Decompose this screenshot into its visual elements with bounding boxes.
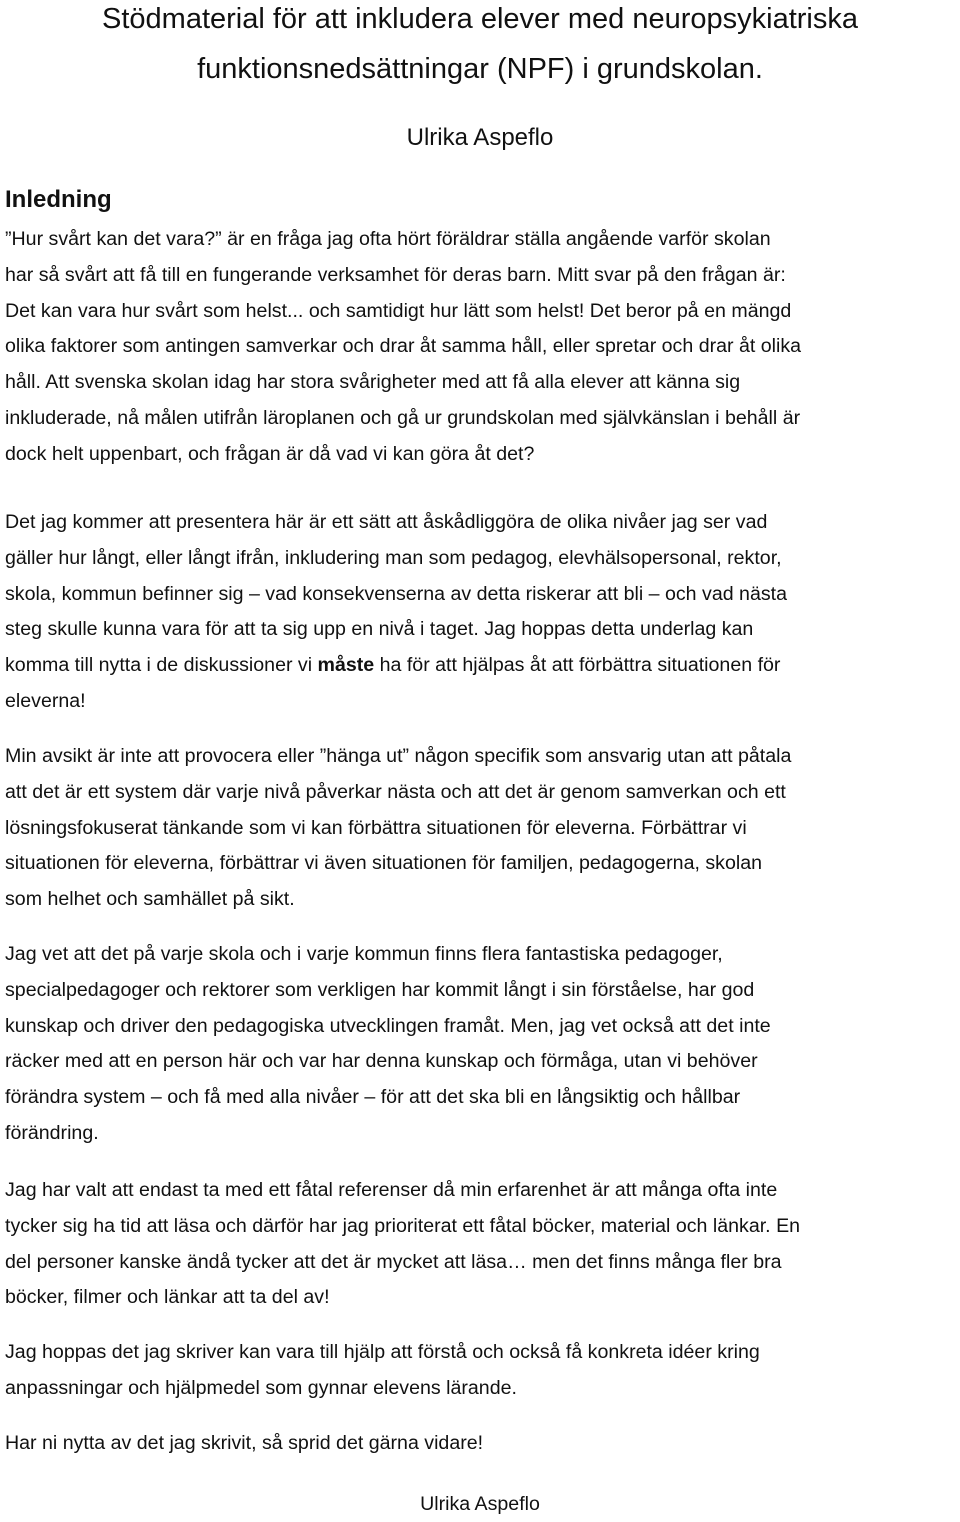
paragraph-line: räcker med att en person här och var har denna kunskap och förmåga, utan vi behöver (5, 1050, 758, 1073)
paragraph-hope (5, 1335, 955, 1407)
intro-line: dock helt uppenbart, och frågan är då vad vi kan göra åt det? (5, 442, 535, 465)
paragraph-line: anpassningar och hjälpmedel som gynnar elevens lärande. (5, 1376, 517, 1399)
document-title-line-2: funktionsnedsättningar (NPF) i grundskolan. (197, 53, 763, 85)
paragraph-presentation (5, 505, 955, 720)
paragraph-line: eleverna! (5, 689, 86, 712)
intro-line: ”Hur svårt kan det vara?” är en fråga jag ofta hört föräldrar ställa angående varför skolan (5, 228, 771, 250)
paragraph-references (5, 1173, 955, 1316)
paragraph-line (5, 648, 955, 684)
document-title-line-1: Stödmaterial för att inkludera elever med neuropsykiatriska (102, 3, 858, 35)
section-heading: Inledning (5, 186, 112, 213)
text-run: komma till nytta i de diskussioner vi (5, 654, 318, 677)
paragraph-pedagogues (5, 937, 955, 1152)
paragraph-line: situationen för eleverna, förbättrar vi även situationen för familjen, pedagogerna, skolan (5, 852, 762, 875)
paragraph-line: Det jag kommer att presentera här är ett sätt att åskådliggöra de olika nivåer jag ser vad (5, 511, 768, 533)
paragraph-line: steg skulle kunna vara för att ta sig upp en nivå i taget. Jag hoppas detta underlag kan (5, 618, 754, 641)
paragraph-line: specialpedagoger och rektorer som verkligen har kommit långt i sin förståelse, har god (5, 978, 755, 1001)
paragraph-line: Jag har valt att endast ta med ett fåtal referenser då min erfarenhet är att många ofta inte (5, 1179, 778, 1201)
paragraph-line: del personer kanske ändå tycker att det är mycket att läsa… men det finns många fler bra (5, 1250, 782, 1273)
author-name-top: Ulrika Aspeflo (406, 124, 554, 151)
intro-line: olika faktorer som antingen samverkar och drar åt samma håll, eller spretar och drar åt olika (5, 335, 802, 358)
paragraph-line: skola, kommun befinner sig – vad konsekvenserna av detta riskerar att bli – och vad nästa (5, 582, 787, 605)
paragraph-line: Jag vet att det på varje skola och i varje kommun finns flera fantastiska pedagoger, (5, 943, 723, 965)
paragraph-line: att det är ett system där varje nivå påverkar nästa och att det är genom samverkan och ett (5, 780, 786, 803)
intro-line: inkluderade, nå målen utifrån läroplanen och gå ur grundskolan med självkänslan i behåll är (5, 406, 801, 429)
paragraph-line: som helhet och samhället på sikt. (5, 888, 295, 911)
paragraph-line: Min avsikt är inte att provocera eller ”hänga ut” någon specifik som ansvarig utan att påtala (5, 745, 792, 767)
paragraph-line: tycker sig ha tid att läsa och därför har jag prioriterat ett fåtal böcker, material och länkar. En (5, 1214, 801, 1237)
paragraph-line: lösningsfokuserat tänkande som vi kan förbättra situationen för eleverna. Förbättrar vi (5, 816, 747, 839)
intro-line: har så svårt att få till en fungerande verksamhet för deras barn. Mitt svar på den frågan är: (5, 263, 786, 286)
paragraph-line: kunskap och driver den pedagogiska utvecklingen framåt. Men, jag vet också att det inte (5, 1014, 771, 1037)
paragraph-intent (5, 739, 955, 918)
intro-line: håll. Att svenska skolan idag har stora svårigheter med att få alla elever att känna sig (5, 371, 741, 394)
paragraph-line: förändra system – och få med alla nivåer – för att det ska bli en långsiktig och hållbar (5, 1086, 741, 1109)
paragraph-line: gäller hur långt, eller långt ifrån, inkludering man som pedagog, elevhälsopersonal, rektor, (5, 546, 782, 569)
paragraph-line: Jag hoppas det jag skriver kan vara till hjälp att förstå och också få konkreta idéer kring (5, 1341, 760, 1363)
paragraph-line: förändring. (5, 1121, 99, 1144)
intro-line: Det kan vara hur svårt som helst... och samtidigt hur lätt som helst! Det beror på en mängd (5, 299, 792, 322)
paragraph-share (5, 1426, 955, 1462)
paragraph-line: böcker, filmer och länkar att ta del av! (5, 1286, 330, 1309)
emphasized-word: måste (317, 654, 375, 677)
paragraph-line: Har ni nytta av det jag skrivit, så sprid det gärna vidare! (5, 1432, 484, 1454)
text-run: ha för att hjälpas åt att förbättra situationen för (374, 654, 781, 677)
author-name-bottom: Ulrika Aspeflo (420, 1493, 540, 1515)
intro-paragraph (5, 222, 955, 473)
